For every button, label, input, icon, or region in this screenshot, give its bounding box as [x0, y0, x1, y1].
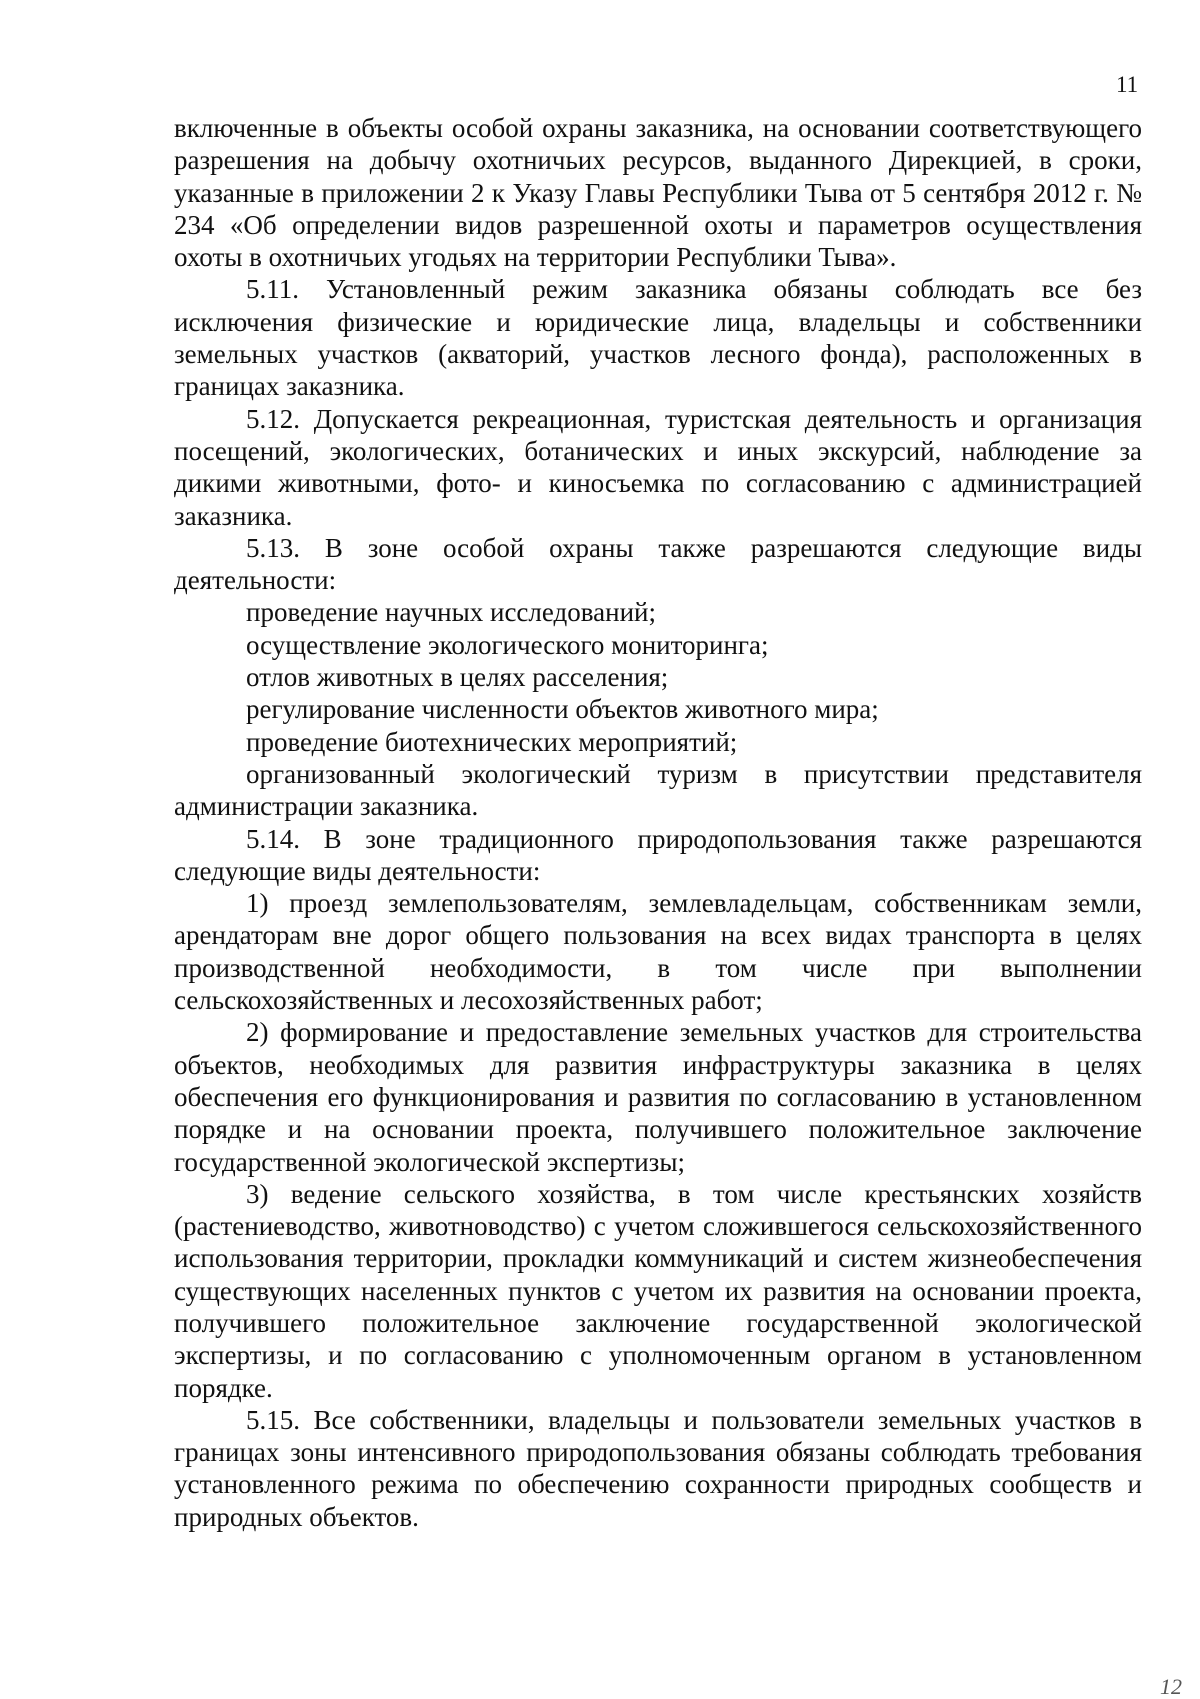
paragraph-5-11: 5.11. Установленный режим заказника обязаны соблюдать все без исключения физические и юридические лица, владельцы и собственники земельных участков (акваторий, участков лесного фонда), расположенных в границах заказника.: [174, 274, 1142, 402]
list-item-numbered: 2) формирование и предоставление земельных участков для строительства объектов, необходимых для развития инфраструктуры заказника в целях обеспечения его функционирования и развития по согласованию в установленном порядке и на основании проекта, получившего положительное заключение государственной экологической экспертизы;: [174, 1017, 1142, 1177]
paragraph-5-12: 5.12. Допускается рекреационная, туристская деятельность и организация посещений, экологических, ботанических и иных экскурсий, наблюдение за дикими животными, фото- и киносъемка по согласованию с администрацией заказника.: [174, 403, 1142, 531]
list-item: осуществление экологического мониторинга;: [246, 629, 769, 660]
list-item: организованный экологический туризм в присутствии представителя администрации заказника.: [174, 758, 1142, 822]
paragraph-continuation: включенные в объекты особой охраны заказника, на основании соответствующего разрешения на добычу охотничьих ресурсов, выданного Дирекцией, в сроки, указанные в приложении 2 к Указу Главы Республики Тыва от 5 сентября 2012 г. № 234 «Об определении видов разрешенной охоты и параметров осуществления охоты в охотничьих угодьях на территории Республики Тыва».: [174, 113, 1142, 273]
document-body: [174, 112, 1142, 1533]
list-item-numbered: 3) ведение сельского хозяйства, в том числе крестьянских хозяйств (растениеводство, животноводство) с учетом сложившегося сельскохозяйственного использования территории, прокладки коммуникаций и систем жизнеобеспечения существующих населенных пунктов с учетом их развития на основании проекта, получившего положительное заключение государственной экологической экспертизы, и по согласованию с уполномоченным органом в установленном порядке.: [174, 1178, 1142, 1403]
list-item: отлов животных в целях расселения;: [246, 662, 669, 693]
list-item-numbered: 1) проезд землепользователям, землевладельцам, собственникам земли, арендаторам вне дорог общего пользования на всех видах транспорта в целях производственной необходимости, в том числе при выполнении сельскохозяйственных и лесохозяйственных работ;: [174, 888, 1142, 1016]
list-item: проведение научных исследований;: [246, 597, 656, 628]
page-number: 11: [1116, 72, 1139, 97]
list-item: регулирование численности объектов животного мира;: [246, 694, 879, 725]
paragraph-5-15: 5.15. Все собственники, владельцы и пользователи земельных участков в границах зоны интенсивного природопользования обязаны соблюдать требования установленного режима по обеспечению сохранности природных сообществ и природных объектов.: [174, 1404, 1142, 1532]
paragraph-5-14: 5.14. В зоне традиционного природопользования также разрешаются следующие виды деятельности:: [174, 823, 1142, 886]
list-item: проведение биотехнических мероприятий;: [246, 726, 738, 757]
paragraph-5-13: 5.13. В зоне особой охраны также разрешаются следующие виды деятельности:: [174, 532, 1142, 596]
corner-page-mark: 12: [1160, 1674, 1182, 1699]
